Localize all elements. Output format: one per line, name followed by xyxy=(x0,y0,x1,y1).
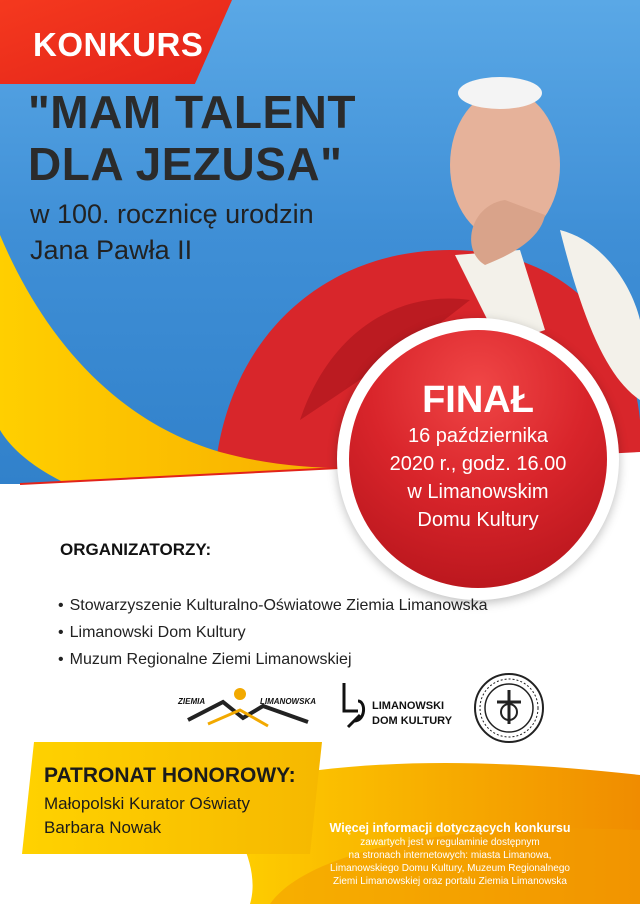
subtitle xyxy=(30,196,314,268)
info-line: Ziemi Limanowskiej oraz portalu Ziemia Limanowska xyxy=(333,876,567,887)
title-line: DLA JEZUSA" xyxy=(28,138,343,190)
limanowska-word: LIMANOWSKA xyxy=(260,697,316,706)
ziemia-word: ZIEMIA xyxy=(178,697,206,706)
museum-seal-icon xyxy=(473,672,545,744)
info-heading: Więcej informacji dotyczących konkursu xyxy=(329,821,571,835)
title-line: "MAM TALENT xyxy=(28,86,356,138)
patronage-line-1: Małopolski Kurator Oświaty xyxy=(44,794,250,813)
final-badge xyxy=(337,318,619,600)
info-block xyxy=(290,820,610,888)
list-item: • Muzum Regionalne Ziemi Limanowskiej xyxy=(58,646,488,673)
ldk-line-2: DOM KULTURY xyxy=(372,715,453,727)
info-line: Limanowskiego Domu Kultury, Muzeum Regionalnego xyxy=(330,863,570,874)
konkurs-label: KONKURS xyxy=(33,26,204,63)
list-item: • Limanowski Dom Kultury xyxy=(58,619,488,646)
list-item: • Stowarzyszenie Kulturalno-Oświatowe Ziemia Limanowska xyxy=(58,592,488,619)
final-place-1: w Limanowskim xyxy=(407,481,549,503)
ldk-logo xyxy=(340,677,470,737)
mountain-logo-icon xyxy=(168,680,328,740)
final-info xyxy=(349,378,607,534)
ldk-mark-icon xyxy=(340,677,370,737)
info-line: zawartych jest w regulaminie dostępnym xyxy=(360,837,540,848)
subtitle-line: w 100. rocznicę urodzin xyxy=(30,199,314,229)
final-title: FINAŁ xyxy=(422,379,534,421)
subtitle-line: Jana Pawła II xyxy=(30,235,193,265)
final-time: 2020 r., godz. 16.00 xyxy=(389,453,567,475)
ziemia-limanowska-logo xyxy=(168,680,328,740)
organizers-list xyxy=(58,592,488,673)
page-title xyxy=(28,86,356,190)
ldk-line-1: LIMANOWSKI xyxy=(372,700,445,712)
patronage-heading: PATRONAT HONOROWY: xyxy=(44,764,296,787)
organizers-heading: ORGANIZATORZY: xyxy=(60,540,212,559)
patronage-line-2: Barbara Nowak xyxy=(44,818,162,837)
final-badge-inner xyxy=(349,330,607,588)
final-place-2: Domu Kultury xyxy=(417,509,539,531)
info-line: na stronach internetowych: miasta Limanowa, xyxy=(348,850,552,861)
final-date: 16 października xyxy=(407,425,549,447)
